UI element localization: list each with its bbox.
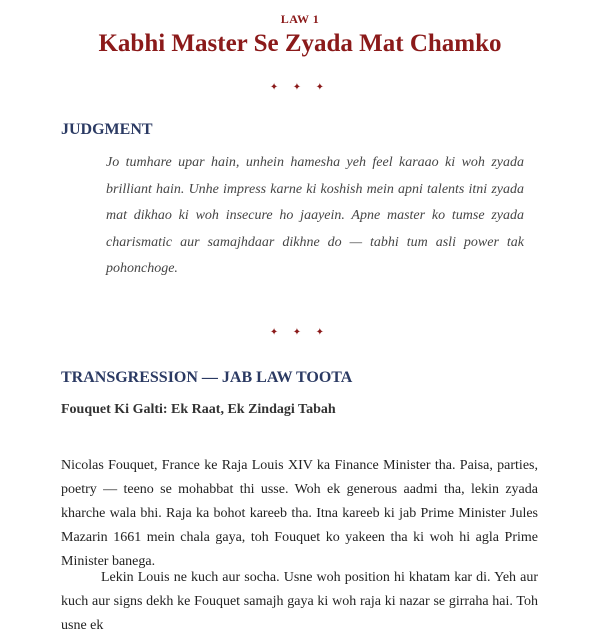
story-paragraph: Nicolas Fouquet, France ke Raja Louis XIV ka Finance Minister tha. Paisa, parties, poetry — teeno se mohabbat thi usse. Woh ek generous aadmi tha, lekin zyada kharche wala bhi. Raja ka bohot kareeb tha. Itna kareeb ki jab Prime Minister Jules Mazarin 1661 mein chala gaya, toh Fouquet ko yakeen tha ki woh hi agla Prime Minister banega. bbox=[61, 458, 538, 569]
judgment-heading: JUDGMENT bbox=[61, 121, 153, 138]
judgment-quote: Jo tumhare upar hain, unhein hamesha yeh feel karaao ki woh zyada brilliant hain. Unhe impress karne ki koshish mein apni talents itni zyada mat dikhao ki woh insecure ho jaayein. Apne master ko tumse zyada charismatic aur samajhdaar dikhne do — tabhi tum asli power tak pohonchoge. bbox=[106, 155, 524, 276]
law-number: LAW 1 bbox=[280, 12, 320, 26]
story-subheading: Fouquet Ki Galti: Ek Raat, Ek Zindagi Tabah bbox=[61, 402, 336, 417]
ornament-divider: ✦ ✦ ✦ bbox=[269, 82, 331, 93]
story-paragraph: Lekin Louis ne kuch aur socha. Usne woh position hi khatam kar di. Yeh aur kuch aur signs dekh ke Fouquet samajh gaya ki woh raja ki nazar se girraha hai. Toh usne ek bbox=[61, 570, 538, 633]
chapter-title: Kabhi Master Se Zyada Mat Chamko bbox=[98, 30, 502, 57]
section-ornament-divider: ✦ ✦ ✦ bbox=[269, 327, 331, 338]
transgression-heading: TRANSGRESSION — JAB LAW TOOTA bbox=[61, 369, 353, 386]
